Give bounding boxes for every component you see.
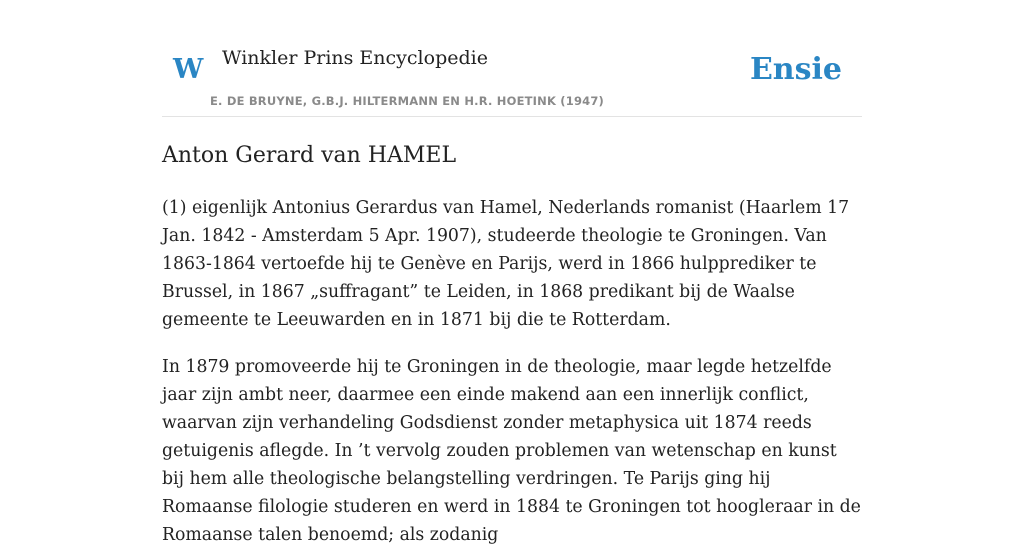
header <box>162 0 862 117</box>
encyclopedia-authors: E. DE BRUYNE, G.B.J. HILTERMANN EN H.R. HOETINK (1947) <box>210 94 605 108</box>
article-paragraph-1: (1) eigenlijk Antonius Gerardus van Hamel, Nederlands romanist (Haarlem 17 Jan. 1842 - Amsterdam 5 Apr. 1907), studeerde theologie te Groningen. Van 1863-1864 vertoefde hij te Genève en Parijs, werd in 1866 hulpprediker te Brussel, in 1867 „suffragant” te Leiden, in 1868 predikant bij de Waalse gemeente te Leeuwarden en in 1871 bij die te Rotterdam. <box>162 198 850 330</box>
content-container <box>162 0 862 549</box>
article-body <box>162 194 862 549</box>
article-paragraph-2: In 1879 promoveerde hij te Groningen in de theologie, maar legde hetzelfde jaar zijn ambt neer, daarmee een einde makend aan een innerlijk conflict, waarvan zijn verhandeling Godsdienst zonder metaphysica uit 1874 reeds getuigenis aflegde. In ’t vervolg zouden problemen van wetenschap en kunst bij hem alle theologische belangstelling verdringen. Te Parijs ging hij Romaanse filologie studeren en werd in 1884 te Groningen tot hoogleraar in de Romaanse talen benoemd; als zodanig <box>162 357 861 545</box>
ensie-brand-logo[interactable]: Ensie <box>749 52 842 87</box>
winkler-prins-logo[interactable]: W <box>173 54 204 85</box>
encyclopedia-title[interactable]: Winkler Prins Encyclopedie <box>222 47 488 69</box>
article-title: Anton Gerard van HAMEL <box>162 143 457 168</box>
